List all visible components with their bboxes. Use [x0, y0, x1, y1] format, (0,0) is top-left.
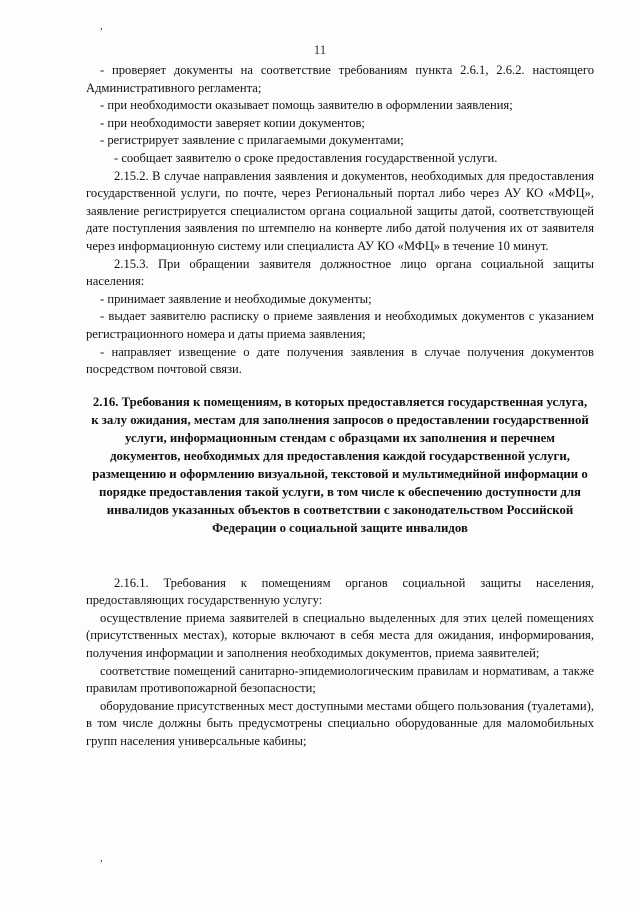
paragraph-group-top: [86, 62, 594, 379]
paragraph: - выдает заявителю расписку о приеме заявления и необходимых документов с указанием регистрационного номера и даты приема заявления;: [86, 309, 594, 341]
paragraph: - при необходимости заверяет копии документов;: [100, 115, 365, 130]
page-number: 11: [313, 42, 327, 57]
paragraph: 2.15.3. При обращении заявителя должностное лицо органа социальной защиты населения:: [86, 256, 594, 289]
scan-mark: ,: [100, 852, 103, 864]
spacer: [86, 537, 594, 575]
section-heading: 2.16. Требования к помещениям, в которых предоставляется государственная услуга, к залу ожидания, местам для заполнения запросов о предоставлении государственной услуги, информационным стендам с образцами их заполнения и перечнем документов, необходимых для предоставления каждой государственной услуги, размещению и оформлению визуальной, текстовой и мультимедийной информации о порядке предоставления такой услуги, в том числе к обеспечению доступности для инвалидов указанных объектов в соответствии с законодательством Российской Федерации о социальной защите инвалидов: [91, 394, 589, 535]
paragraph-group-bottom: [86, 575, 594, 751]
paragraph: - сообщает заявителю о сроке предоставления государственной услуги.: [114, 150, 498, 165]
paragraph: 2.15.2. В случае направления заявления и документов, необходимых для предоставления государственной услуги, по почте, через Региональный портал либо через АУ КО «МФЦ», заявление регистрируется специалистом органа социальной защиты датой, соответствующей дате поступления заявления по штемпелю на конверте либо датой получения их от заявителя через информационную систему или специалиста АУ КО «МФЦ» в течение 10 минут.: [86, 168, 594, 253]
paragraph: - при необходимости оказывает помощь заявителю в оформлении заявления;: [100, 98, 513, 113]
paragraph: - принимает заявление и необходимые документы;: [100, 291, 372, 306]
document-body: [86, 62, 594, 751]
paragraph: - проверяет документы на соответствие требованиям пункта 2.6.1, 2.6.2. настоящего Административного регламента;: [86, 63, 594, 95]
paragraph: 2.16.1. Требования к помещениям органов социальной защиты населения, предоставляющих государственную услугу:: [86, 575, 594, 608]
paragraph: - направляет извещение о дате получения заявления в случае получения документов посредством почтовой связи.: [86, 344, 594, 377]
paragraph: соответствие помещений санитарно-эпидемиологическим правилам и нормативам, а также правилам противопожарной безопасности;: [86, 663, 594, 696]
scan-mark: ,: [100, 20, 103, 32]
paragraph: осуществление приема заявителей в специально выделенных для этих целей помещениях (присутственных местах), которые включают в себя места для ожидания, информирования, получения информации и заполнения необходимых документов, приема заявителей;: [86, 610, 594, 661]
paragraph: - регистрирует заявление с прилагаемыми документами;: [100, 133, 404, 148]
paragraph: оборудование присутственных мест доступными местами общего пользования (туалетами), в том числе должны быть предусмотрены специально оборудованные для маломобильных групп населения универсальные кабины;: [86, 698, 594, 749]
